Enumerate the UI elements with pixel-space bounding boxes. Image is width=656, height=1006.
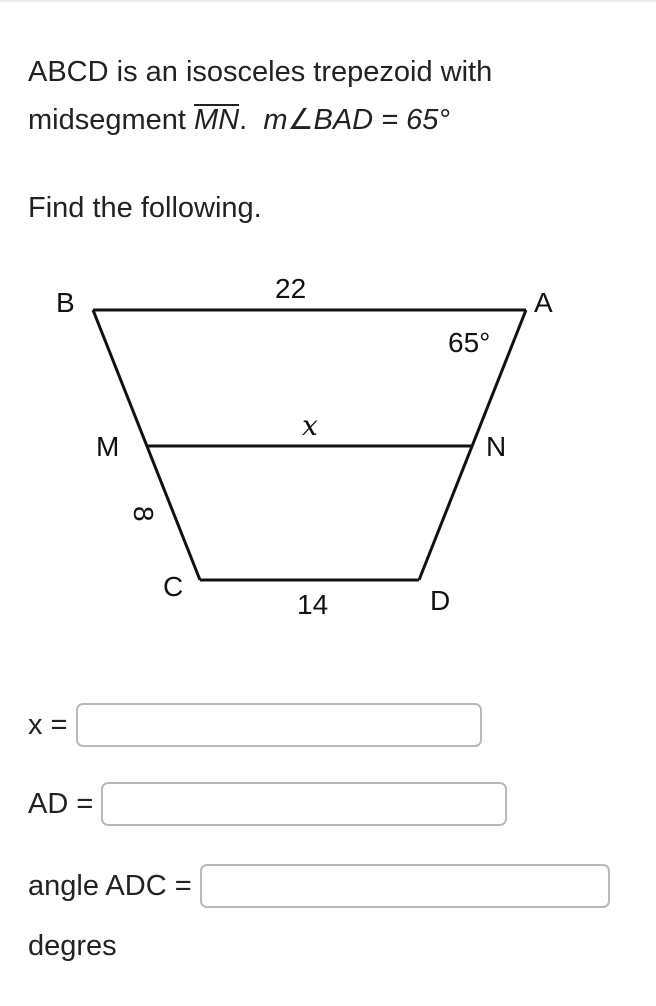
ad-answer-row <box>28 782 507 826</box>
length-side-label: 8 <box>128 506 159 522</box>
length-bottom-label: 14 <box>297 589 329 620</box>
adc-answer-row <box>28 864 610 908</box>
trapezoid-diagram <box>0 250 656 640</box>
x-answer-input[interactable] <box>76 703 482 747</box>
x-answer-row <box>28 703 482 747</box>
problem-line-1: ABCD is an isosceles trepezoid with <box>28 56 493 88</box>
units-label: degres <box>28 930 117 962</box>
angle-label: 65° <box>448 327 491 358</box>
ad-answer-label: AD = <box>28 787 94 820</box>
x-answer-label: x = <box>28 708 68 741</box>
angle-statement: m∠BAD = 65° <box>263 104 451 136</box>
segment-mn: MN <box>194 104 240 136</box>
problem-line-2 <box>28 96 450 144</box>
length-top-label: 22 <box>275 273 307 304</box>
adc-answer-label: angle ADC = <box>28 869 192 902</box>
vertex-d-label: D <box>430 585 451 616</box>
vertex-b-label: B <box>56 287 75 318</box>
vertex-c-label: C <box>163 571 184 602</box>
top-divider <box>0 0 656 2</box>
length-mid-label: x <box>302 409 318 442</box>
vertex-a-label: A <box>534 287 553 318</box>
ad-answer-input[interactable] <box>101 782 507 826</box>
vertex-m-label: M <box>96 431 120 462</box>
separator: . <box>239 104 248 136</box>
vertex-n-label: N <box>486 431 507 462</box>
adc-answer-input[interactable] <box>200 864 610 908</box>
instruction: Find the following. <box>28 192 262 224</box>
problem-midsegment-word: midsegment <box>28 104 186 136</box>
